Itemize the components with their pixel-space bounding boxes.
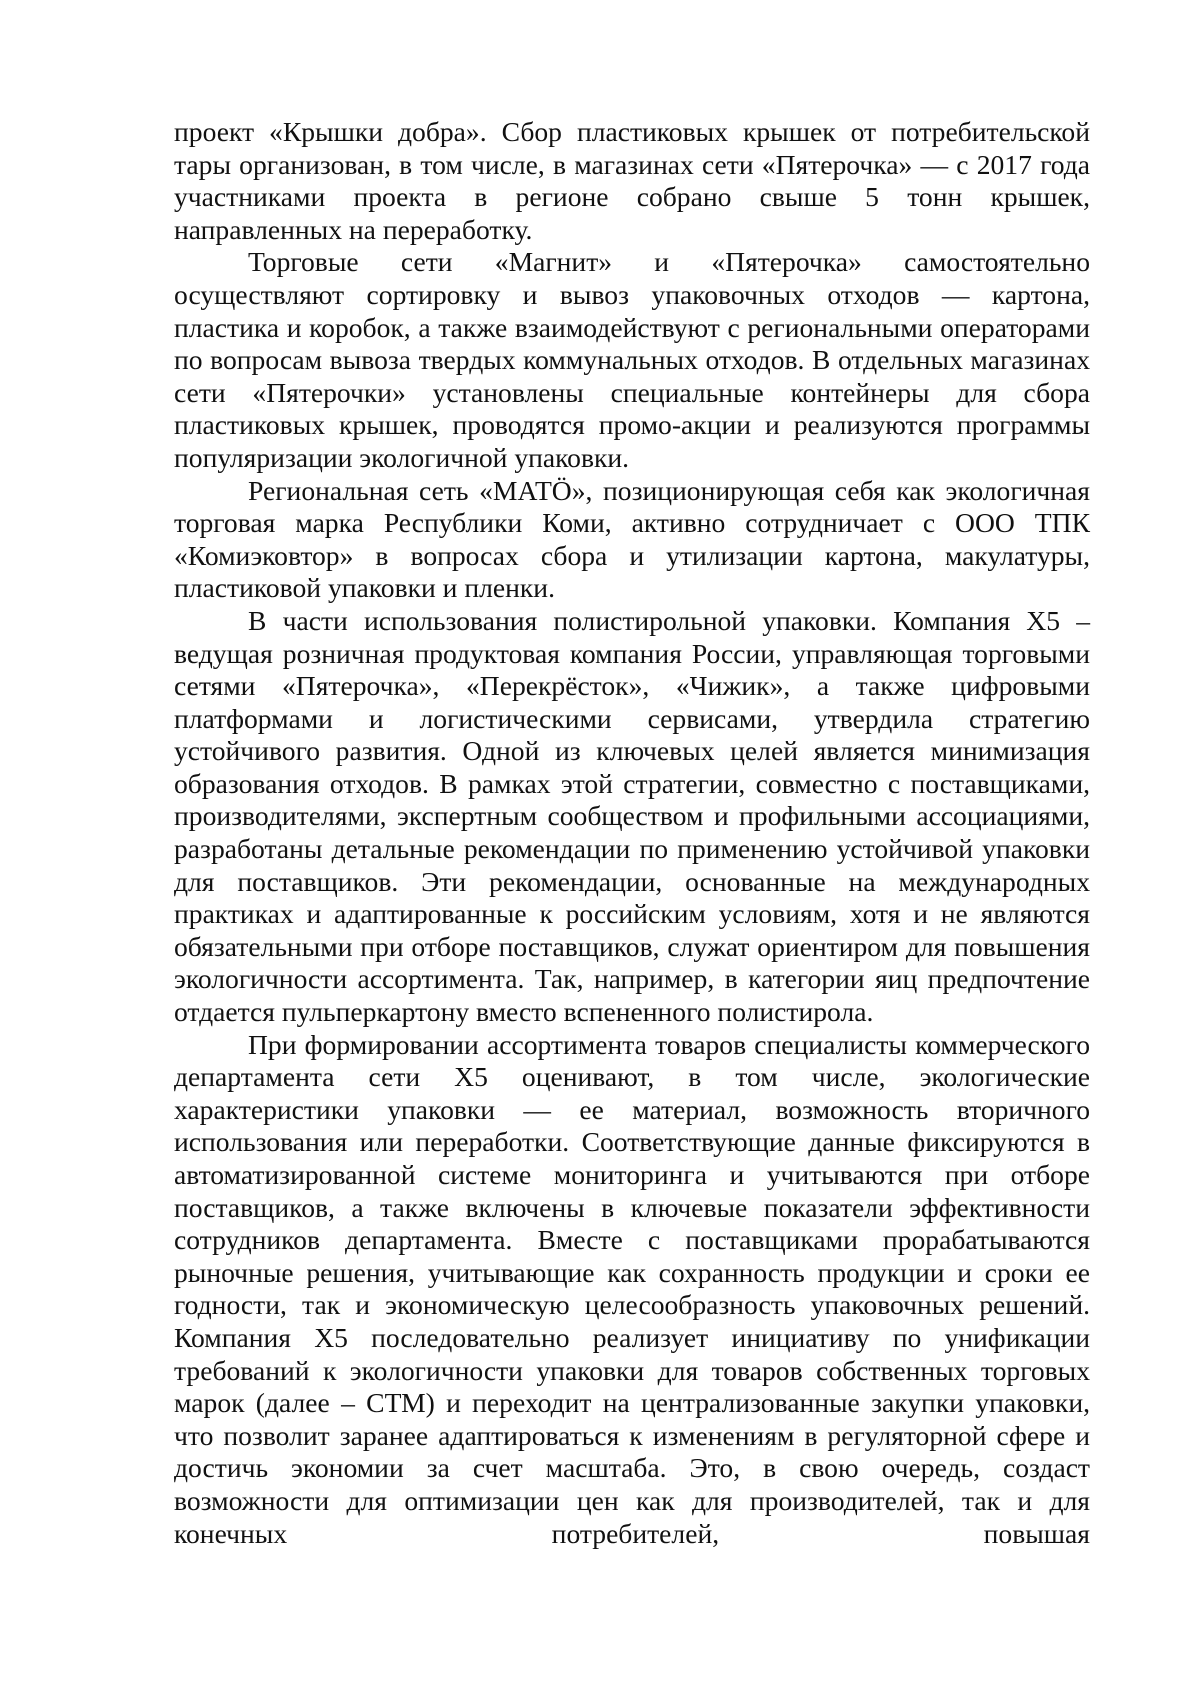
document-page [174,116,1090,1550]
paragraph-5: При формировании ассортимента товаров специалисты коммерческого департамента сети X5 оценивают, в том числе, экологические характеристики упаковки — ее материал, возможность вторичного использования или переработки. Соответствующие данные фиксируются в автоматизированной системе мониторинга и учитываются при отборе поставщиков, а также включены в ключевые показатели эффективности сотрудников департамента. Вместе с поставщиками прорабатываются рыночные решения, учитывающие как сохранность продукции и сроки ее годности, так и экономическую целесообразность упаковочных решений. Компания X5 последовательно реализует инициативу по унификации требований к экологичности упаковки для товаров собственных торговых марок (далее – СТМ) и переходит на централизованные закупки упаковки, что позволит заранее адаптироваться к изменениям в регуляторной сфере и достичь экономии за счет масштаба. Это, в свою очередь, создаст возможности для оптимизации цен как для производителей, так и для конечных потребителей, повышая [174,1028,1090,1549]
paragraph-2: Торговые сети «Магнит» и «Пятерочка» самостоятельно осуществляют сортировку и вывоз упаковочных отходов — картона, пластика и коробок, а также взаимодействуют с региональными операторами по вопросам вывоза твердых коммунальных отходов. В отдельных магазинах сети «Пятерочки» установлены специальные контейнеры для сбора пластиковых крышек, проводятся промо-акции и реализуются программы популяризации экологичной упаковки. [174,246,1090,473]
paragraph-4: В части использования полистирольной упаковки. Компания X5 – ведущая розничная продуктовая компания России, управляющая торговыми сетями «Пятерочка», «Перекрёсток», «Чижик», а также цифровыми платформами и логистическими сервисами, утвердила стратегию устойчивого развития. Одной из ключевых целей является минимизация образования отходов. В рамках этой стратегии, совместно с поставщиками, производителями, экспертным сообществом и профильными ассоциациями, разработаны детальные рекомендации по применению устойчивой упаковки для поставщиков. Эти рекомендации, основанные на международных практиках и адаптированные к российским условиям, хотя и не являются обязательными при отборе поставщиков, служат ориентиром для повышения экологичности ассортимента. Так, например, в категории яиц предпочтение отдается пульперкартону вместо вспененного полистирола. [174,604,1090,1028]
paragraph-1: проект «Крышки добра». Сбор пластиковых крышек от потребительской тары организован, в том числе, в магазинах сети «Пятерочка» — с 2017 года участниками проекта в регионе собрано свыше 5 тонн крышек, направленных на переработку. [174,116,1090,245]
paragraph-3: Региональная сеть «МАТÖ», позиционирующая себя как экологичная торговая марка Республики Коми, активно сотрудничает с ООО ТПК «Комиэковтор» в вопросах сбора и утилизации картона, макулатуры, пластиковой упаковки и пленки. [174,474,1090,604]
